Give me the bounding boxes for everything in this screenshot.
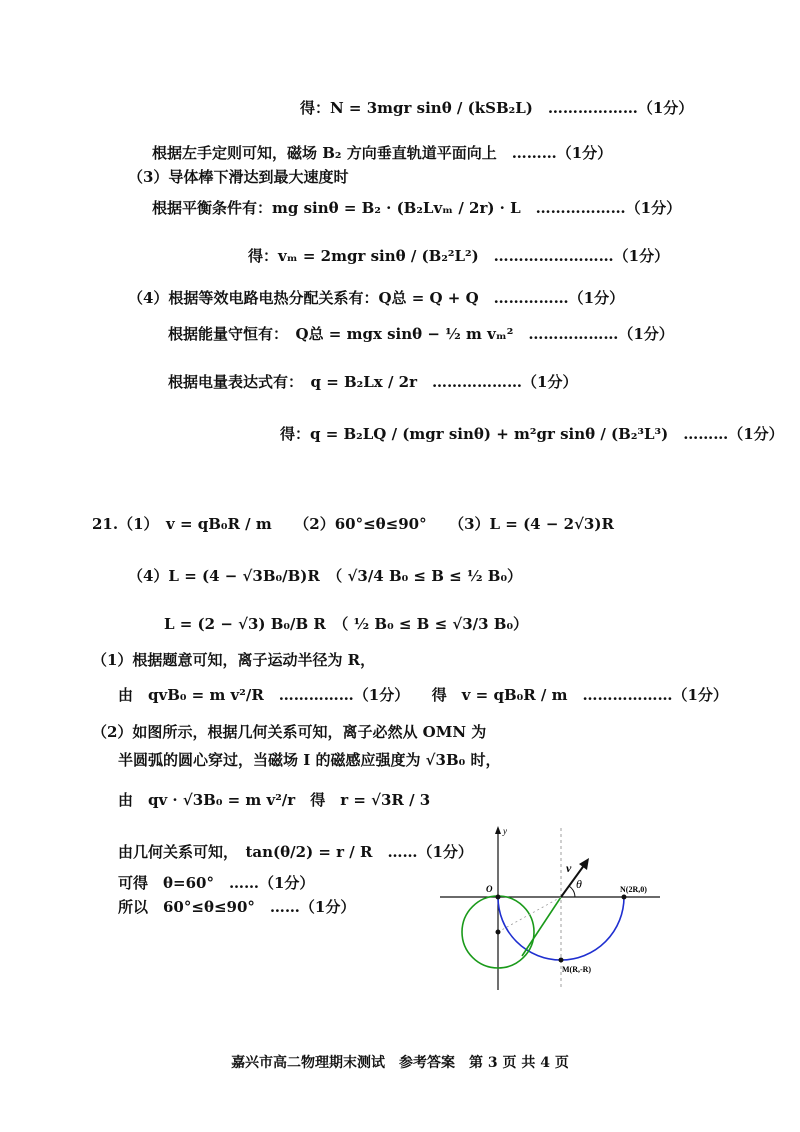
answer-line-balance: 根据平衡条件有：mg sinθ = B₂ · (B₂Lvₘ / 2r) · L ………………（1分） (152, 199, 682, 217)
q21-part4-line1: （4）L = (4 − √3B₀/B)R （ √3/4 B₀ ≤ B ≤ ½ B₀） (128, 567, 523, 585)
trajectory-line (522, 897, 561, 956)
q21-p1: （1）根据题意可知，离子运动半径为 R， (92, 651, 376, 669)
answer-line-charge: 根据电量表达式有： q = B₂Lx / 2r ………………（1分） (168, 373, 578, 391)
q21-p8: 所以 60°≤θ≤90° ……（1分） (118, 898, 356, 916)
q21-p4: 半圆弧的圆心穿过，当磁场 I 的磁感应强度为 √3B₀ 时， (118, 751, 501, 769)
section-3-heading: （3）导体棒下滑达到最大速度时 (128, 168, 349, 186)
q21-p6: 由几何关系可知， tan(θ/2) = r / R ……（1分） (118, 843, 473, 861)
answer-line-N: 得：N = 3mgr sinθ / (kSB₂L) ………………（1分） (300, 99, 694, 117)
answer-line-B2-direction: 根据左手定则可知，磁场 B₂ 方向垂直轨道平面向上 ………（1分） (152, 144, 613, 162)
theta-arc (569, 886, 575, 897)
section-4-heading: （4）根据等效电路电热分配关系有：Q总 = Q + Q ……………（1分） (128, 289, 625, 307)
q21-p7: 可得 θ=60° ……（1分） (118, 874, 315, 892)
point-O (496, 895, 501, 900)
geometry-figure (440, 820, 680, 995)
q21-part4-line2: L = (2 − √3) B₀/B R （ ½ B₀ ≤ B ≤ √3/3 B₀） (164, 615, 529, 633)
answer-line-energy: 根据能量守恒有： Q总 = mgx sinθ − ½ m vₘ² ………………（1分） (168, 325, 674, 343)
label-v: v (566, 861, 572, 875)
label-y: y (503, 826, 507, 836)
label-O: O (486, 884, 493, 894)
label-N: N(2R,0) (620, 885, 647, 894)
point-M (559, 958, 564, 963)
q21-p5: 由 qv · √3B₀ = m v²/r 得 r = √3R / 3 (118, 791, 431, 809)
answer-line-vm: 得：vₘ = 2mgr sinθ / (B₂²L²) ……………………（1分） (248, 247, 670, 265)
center-link-dotted (498, 897, 561, 932)
velocity-arrow-icon (579, 858, 589, 870)
circle-center-point (496, 930, 501, 935)
page-footer: 嘉兴市高二物理期末测试 参考答案 第 3 页 共 4 页 (231, 1055, 569, 1071)
point-N (622, 895, 627, 900)
y-axis-arrow-icon (495, 826, 501, 834)
q21-p3: （2）如图所示，根据几何关系可知，离子必然从 OMN 为 (92, 723, 487, 741)
q21-p2: 由 qvB₀ = m v²/R ……………（1分） 得 v = qB₀R / m ………………（1分） (118, 686, 728, 704)
label-M: M(R,-R) (562, 965, 592, 974)
q21-header: 21.（1） v = qB₀R / m （2）60°≤θ≤90° （3）L = (4 − 2√3)R (92, 515, 614, 533)
answer-line-q: 得：q = B₂LQ / (mgr sinθ) + m²gr sinθ / (B₂³L³) ………（1分） (280, 425, 784, 443)
label-theta: θ (576, 877, 582, 891)
